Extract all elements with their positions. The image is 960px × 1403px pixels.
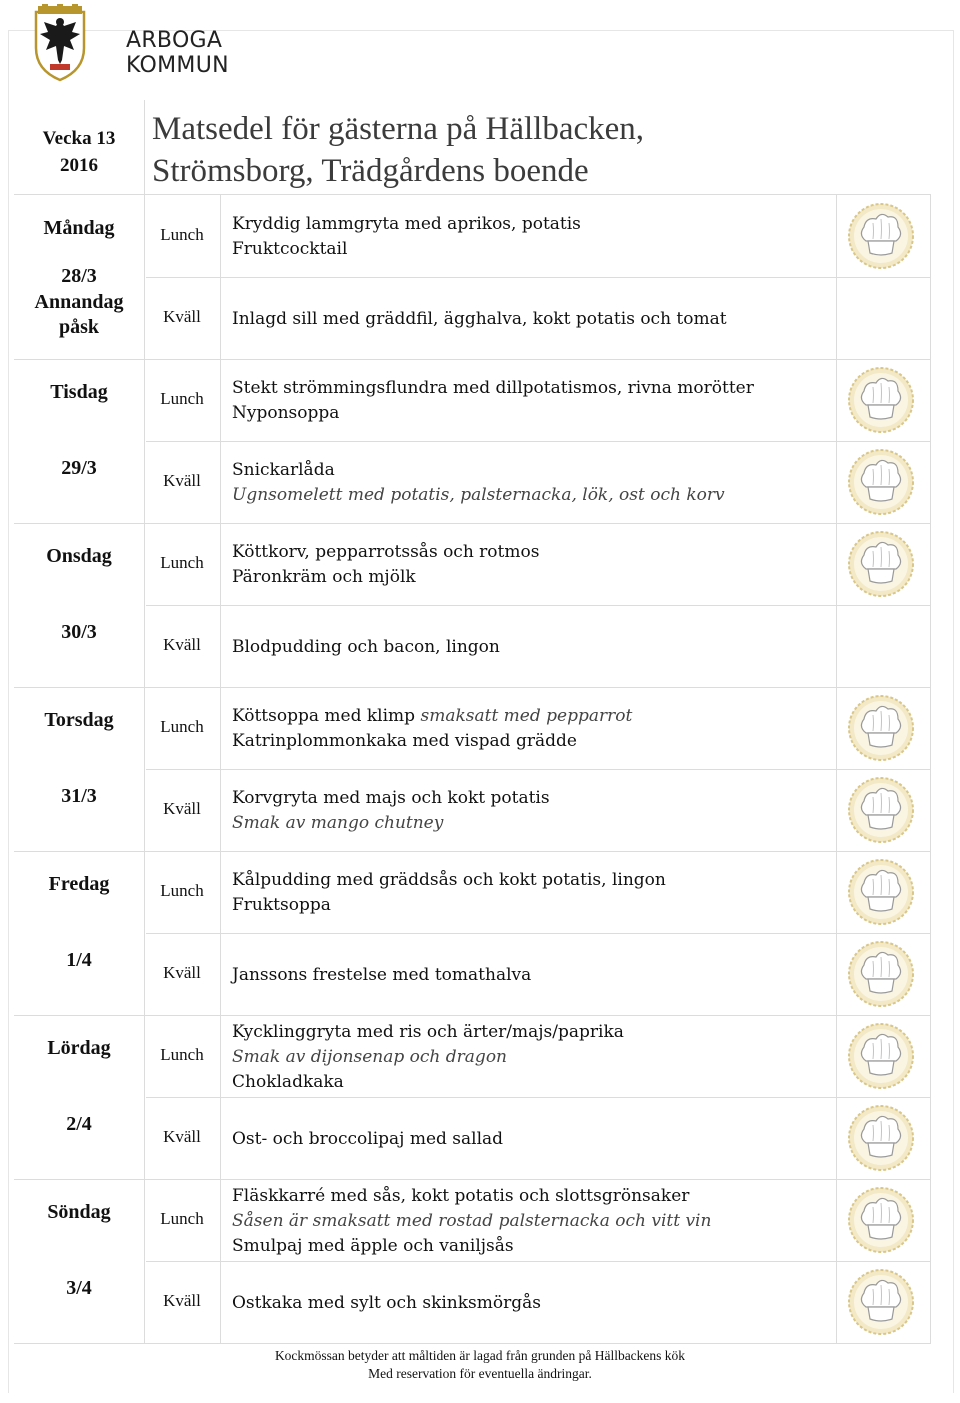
week-year: 2016 bbox=[60, 155, 98, 176]
dish-text: Fruktsoppa bbox=[232, 895, 331, 915]
kvall-dish bbox=[232, 1291, 832, 1316]
dish-line bbox=[232, 729, 832, 754]
grid-line bbox=[144, 100, 145, 196]
grid-line bbox=[836, 194, 837, 1344]
day-name: Måndag bbox=[43, 217, 115, 239]
chef-hat-icon bbox=[846, 447, 916, 517]
dish-text: Blodpudding och bacon, lingon bbox=[232, 637, 500, 657]
dish-text: Ugnsomelett med potatis, palsternacka, lök, ost och korv bbox=[232, 485, 725, 505]
grid-line bbox=[146, 277, 930, 278]
day-name: Tisdag bbox=[50, 381, 108, 403]
dish-line bbox=[232, 868, 832, 893]
title-line-2: Strömsborg, Trädgårdens boende bbox=[152, 153, 589, 189]
dish-text: Katrinplommonkaka med vispad grädde bbox=[232, 731, 577, 751]
kvall-dish bbox=[232, 635, 832, 660]
dish-text: Köttkorv, pepparrotssås och rotmos bbox=[232, 542, 540, 562]
lunch-dish bbox=[232, 1184, 832, 1259]
holiday-label: påsk bbox=[58, 316, 100, 338]
dish-text: Chokladkaka bbox=[232, 1072, 344, 1092]
day-date: 2/4 bbox=[66, 1113, 92, 1135]
lunch-dish bbox=[232, 868, 832, 918]
grid-line bbox=[14, 851, 930, 852]
chef-hat-icon bbox=[846, 365, 916, 435]
lunch-dish bbox=[232, 540, 832, 590]
grid-line bbox=[146, 769, 930, 770]
lunch-label: Lunch bbox=[160, 389, 204, 408]
lunch-dish bbox=[232, 704, 832, 754]
dish-line bbox=[232, 635, 832, 660]
dish-text: Fläskkarré med sås, kokt potatis och slottsgrönsaker bbox=[232, 1186, 690, 1206]
day-name: Lördag bbox=[47, 1037, 111, 1059]
dish-line bbox=[232, 458, 832, 483]
dish-line bbox=[232, 1020, 832, 1045]
dish-line bbox=[232, 786, 832, 811]
day-date: 29/3 bbox=[61, 457, 97, 479]
grid-line bbox=[14, 523, 930, 524]
chef-hat-icon bbox=[846, 1185, 916, 1255]
day-date: 28/3 bbox=[61, 265, 97, 287]
chef-hat-icon bbox=[846, 201, 916, 271]
dish-line bbox=[232, 307, 832, 332]
dish-line bbox=[232, 1070, 832, 1095]
lunch-label: Lunch bbox=[160, 553, 204, 572]
dish-line bbox=[232, 1291, 832, 1316]
dish-text: Inlagd sill med gräddfil, ägghalva, kokt potatis och tomat bbox=[232, 309, 727, 329]
chef-hat-icon bbox=[846, 693, 916, 763]
grid-line bbox=[146, 1261, 930, 1262]
dish-text: Snickarlåda bbox=[232, 460, 335, 480]
dish-text: Köttsoppa med klimp bbox=[232, 706, 416, 726]
dish-text: Päronkräm och mjölk bbox=[232, 567, 416, 587]
dish-note: smaksatt med pepparrot bbox=[420, 706, 633, 726]
dish-line bbox=[232, 1184, 832, 1209]
day-date: 30/3 bbox=[61, 621, 97, 643]
kvall-label: Kväll bbox=[163, 471, 201, 490]
dish-text: Stekt strömmingsflundra med dillpotatismos, rivna morötter bbox=[232, 378, 754, 398]
chef-hat-icon bbox=[846, 529, 916, 599]
grid-line bbox=[14, 194, 930, 195]
dish-line bbox=[232, 212, 832, 237]
day-date: 1/4 bbox=[66, 949, 92, 971]
lunch-label: Lunch bbox=[160, 717, 204, 736]
lunch-label: Lunch bbox=[160, 1209, 204, 1228]
lunch-dish bbox=[232, 1020, 832, 1095]
kvall-dish bbox=[232, 963, 832, 988]
day-name: Torsdag bbox=[44, 709, 114, 731]
dish-text: Ostkaka med sylt och skinksmörgås bbox=[232, 1293, 542, 1313]
kvall-dish bbox=[232, 786, 832, 836]
chef-hat-icon bbox=[846, 1021, 916, 1091]
kvall-label: Kväll bbox=[163, 1127, 201, 1146]
grid-line bbox=[220, 194, 221, 1344]
grid-line bbox=[146, 1097, 930, 1098]
dish-line bbox=[232, 1127, 832, 1152]
footer-reservation: Med reservation för eventuella ändringar. bbox=[368, 1366, 592, 1381]
grid-line bbox=[14, 1015, 930, 1016]
week-number: Vecka 13 bbox=[42, 128, 116, 149]
dish-line bbox=[232, 401, 832, 426]
dish-text: Kycklinggryta med ris och ärter/majs/paprika bbox=[232, 1022, 624, 1042]
day-name: Onsdag bbox=[46, 545, 112, 567]
title-line-1: Matsedel för gästerna på Hällbacken, bbox=[152, 111, 645, 147]
chef-hat-icon bbox=[846, 775, 916, 845]
footer-note: Kockmössan betyder att måltiden är lagad från grunden på Hällbackens kök bbox=[274, 1348, 686, 1363]
grid-line bbox=[146, 605, 930, 606]
dish-text: Smak av mango chutney bbox=[232, 813, 444, 833]
dish-line bbox=[232, 1209, 832, 1234]
chef-hat-icon bbox=[846, 1103, 916, 1173]
dish-text: Janssons frestelse med tomathalva bbox=[232, 965, 532, 985]
brand-name: ARBOGA KOMMUN bbox=[126, 28, 229, 78]
kvall-label: Kväll bbox=[163, 963, 201, 982]
dish-text: Smak av dijonsenap och dragon bbox=[232, 1047, 507, 1067]
kvall-label: Kväll bbox=[163, 635, 201, 654]
dish-line bbox=[232, 811, 832, 836]
chef-hat-icon bbox=[846, 1267, 916, 1337]
kvall-label: Kväll bbox=[163, 1291, 201, 1310]
week-label bbox=[14, 125, 144, 179]
dish-line bbox=[232, 376, 832, 401]
dish-text: Kålpudding med gräddsås och kokt potatis, lingon bbox=[232, 870, 666, 890]
coat-of-arms-icon bbox=[30, 4, 90, 82]
dish-line bbox=[232, 963, 832, 988]
dish-text: Ost- och broccolipaj med sallad bbox=[232, 1129, 504, 1149]
dish-text: Fruktcocktail bbox=[232, 239, 348, 259]
grid-line bbox=[14, 359, 930, 360]
day-name: Söndag bbox=[47, 1201, 111, 1223]
kvall-label: Kväll bbox=[163, 307, 201, 326]
dish-line bbox=[232, 1234, 832, 1259]
grid-line bbox=[14, 1179, 930, 1180]
day-date: 3/4 bbox=[66, 1277, 92, 1299]
dish-text: Såsen är smaksatt med rostad palsternacka och vitt vin bbox=[232, 1211, 712, 1231]
kvall-dish bbox=[232, 307, 832, 332]
lunch-label: Lunch bbox=[160, 881, 204, 900]
dish-line bbox=[232, 704, 832, 729]
dish-text: Korvgryta med majs och kokt potatis bbox=[232, 788, 550, 808]
grid-line bbox=[144, 194, 145, 1344]
kvall-dish bbox=[232, 458, 832, 508]
kvall-label: Kväll bbox=[163, 799, 201, 818]
chef-hat-icon bbox=[846, 939, 916, 1009]
grid-line bbox=[930, 194, 931, 1344]
dish-text: Kryddig lammgryta med aprikos, potatis bbox=[232, 214, 581, 234]
day-name: Fredag bbox=[48, 873, 110, 895]
lunch-dish bbox=[232, 212, 832, 262]
grid-line bbox=[146, 933, 930, 934]
municipality-logo bbox=[30, 4, 330, 84]
lunch-label: Lunch bbox=[160, 1045, 204, 1064]
page-title bbox=[152, 108, 922, 192]
dish-line bbox=[232, 540, 832, 565]
grid-line bbox=[146, 441, 930, 442]
chef-hat-icon bbox=[846, 857, 916, 927]
holiday-label: Annandag bbox=[34, 291, 124, 313]
dish-line bbox=[232, 1045, 832, 1070]
grid-line bbox=[14, 1343, 930, 1344]
dish-line bbox=[232, 237, 832, 262]
kvall-dish bbox=[232, 1127, 832, 1152]
grid-line bbox=[14, 687, 930, 688]
dish-text: Nyponsoppa bbox=[232, 403, 340, 423]
dish-line bbox=[232, 565, 832, 590]
dish-line bbox=[232, 483, 832, 508]
day-date: 31/3 bbox=[61, 785, 97, 807]
dish-text: Smulpaj med äpple och vaniljsås bbox=[232, 1236, 514, 1256]
dish-line bbox=[232, 893, 832, 918]
lunch-label: Lunch bbox=[160, 225, 204, 244]
lunch-dish bbox=[232, 376, 832, 426]
